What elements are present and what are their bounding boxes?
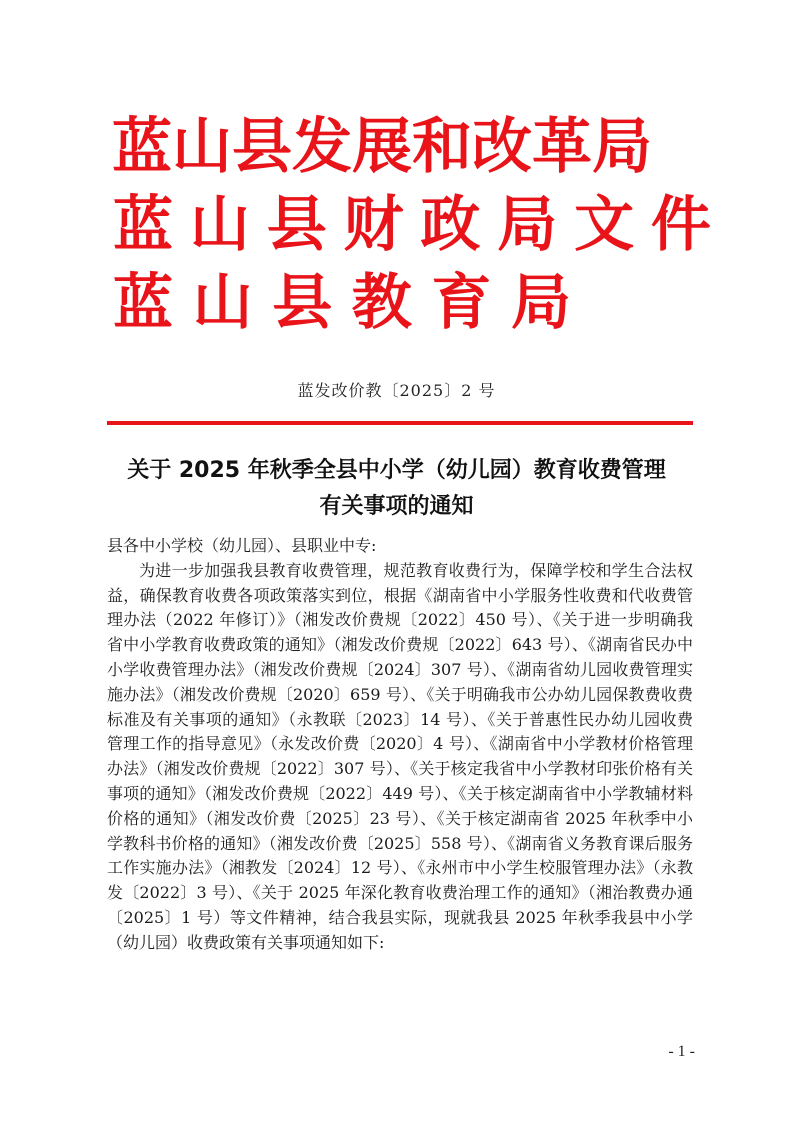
title-line-1: 关于 2025 年秋季全县中小学（幼儿园）教育收费管理 <box>127 458 666 483</box>
header-char: 政 <box>420 190 481 260</box>
header-char: 文 <box>574 190 635 260</box>
header-line-1 <box>112 108 652 186</box>
document-title <box>0 453 793 525</box>
header-char: 蓝 <box>113 190 173 260</box>
header-char: 展 <box>352 112 412 182</box>
header-line-2 <box>112 186 712 264</box>
header-line-3 <box>112 264 572 342</box>
header-char: 发 <box>292 112 352 182</box>
header-char: 革 <box>532 112 592 182</box>
header-char: 山 <box>192 268 253 338</box>
header-char: 县 <box>272 268 333 338</box>
document-number: 蓝发改价教〔2025〕2 号 <box>297 381 496 400</box>
header-char: 育 <box>431 268 492 338</box>
header-char: 财 <box>343 190 404 260</box>
page-number: - 1 - <box>668 1043 695 1060</box>
document-body <box>107 534 693 956</box>
header-char: 局 <box>497 190 558 260</box>
header-char: 局 <box>510 268 571 338</box>
header-char: 和 <box>412 112 472 182</box>
header-char: 县 <box>266 190 327 260</box>
red-divider-line <box>107 421 693 425</box>
header-char: 山 <box>189 190 250 260</box>
header-char: 教 <box>351 268 412 338</box>
header-char: 件 <box>650 190 711 260</box>
title-line-2: 有关事项的通知 <box>319 494 474 519</box>
body-paragraph: 为进一步加强我县教育收费管理，规范教育收费行为，保障学校和学生合法权益，确保教育收费各项政策落实到位，根据《湖南省中小学服务性收费和代收费管理办法（2022 年修订）》（湘发改价费规〔2022〕450 号）、《关于进一步明确我省中小学教育收费政策的通知》（湘发改价费规〔2022〕643 号）、《湖南省民办中小学收费管理办法》（湘发改价费规〔2024〕307 号）、《湖南省幼儿园收费管理实施办法》（湘发改价费规〔2020〕659 号）、《关于明确我市公办幼儿园保教费收费标准及有关事项的通知》（永教联〔2023〕14 号）、《关于普惠性民办幼儿园收费管理工作的指导意见》（永发改价费〔2020〕4 号）、《湖南省中小学教材价格管理办法》（湘发改价费规〔2022〕307 号）、《关于核定我省中小学教材印张价格有关事项的通知》（湘发改价费规〔2022〕449 号）、《关于核定湖南省中小学教辅材料价格的通知》（湘发改价费〔2025〕23 号）、《关于核定湖南省 2025 年秋季中小学教科书价格的通知》（湘发改价费〔2025〕558 号）、《湖南省义务教育课后服务工作实施办法》（湘教发〔2024〕12 号）、《永州市中小学生校服管理办法》（永教发〔2022〕3 号）、《关于 2025 年深化教育收费治理工作的通知》（湘治教费办通〔2025〕1 号）等文件精神，结合我县实际，现就我县 2025 年秋季我县中小学（幼儿园）收费政策有关事项通知如下: <box>107 560 693 952</box>
header-char: 县 <box>232 112 292 182</box>
header-char: 蓝 <box>113 268 173 338</box>
header-char: 局 <box>592 112 652 182</box>
salutation: 县各中小学校（幼儿园）、县职业中专: <box>107 536 377 555</box>
header-char: 山 <box>172 112 232 182</box>
issuing-authority-header <box>112 108 712 342</box>
header-char: 蓝 <box>112 112 172 182</box>
header-char: 改 <box>472 112 532 182</box>
